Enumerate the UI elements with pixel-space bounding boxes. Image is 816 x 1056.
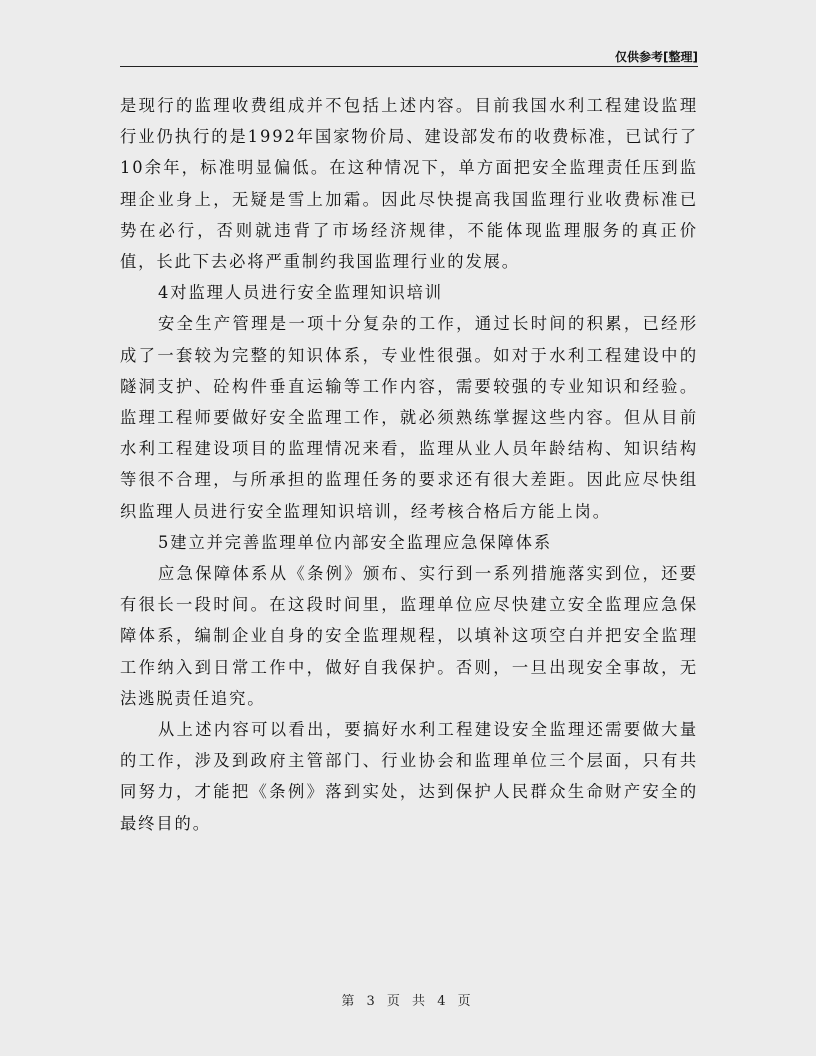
page-header — [120, 46, 698, 67]
paragraph-conclusion: 从上述内容可以看出，要搞好水利工程建设安全监理还需要做大量的工作，涉及到政府主管部门、行业协会和监理单位三个层面，只有共同努力，才能把《条例》落到实处，达到保护人民群众生命财产安全的最终目的。 — [120, 720, 698, 833]
page-footer — [0, 990, 816, 1009]
header-label: 仅供参考[整理] — [615, 50, 698, 64]
document-body — [120, 90, 698, 839]
page-number: 第 3 页 共 4 页 — [341, 994, 475, 1009]
paragraph-emergency-system: 应急保障体系从《条例》颁布、实行到一系列措施落实到位，还要有很长一段时间。在这段时间里，监理单位应尽快建立安全监理应急保障体系，编制企业自身的安全监理规程，以填补这项空白并把安全监理工作纳入到日常工作中，做好自我保护。否则，一旦出现安全事故，无法逃脱责任追究。 — [120, 564, 698, 708]
section-heading-4: 4对监理人员进行安全监理知识培训 — [158, 283, 443, 303]
paragraph-continuation: 是现行的监理收费组成并不包括上述内容。目前我国水利工程建设监理行业仍执行的是1992年国家物价局、建设部发布的收费标准，已试行了10余年，标准明显偏低。在这种情况下，单方面把安全监理责任压到监理企业身上，无疑是雪上加霜。因此尽快提高我国监理行业收费标准已势在必行，否则就违背了市场经济规律，不能体现监理服务的真正价值，长此下去必将严重制约我国监理行业的发展。 — [120, 96, 698, 272]
section-heading-5: 5建立并完善监理单位内部安全监理应急保障体系 — [158, 532, 553, 552]
paragraph-training: 安全生产管理是一项十分复杂的工作，通过长时间的积累，已经形成了一套较为完整的知识体系，专业性很强。如对于水利工程建设中的隧洞支护、砼构件垂直运输等工作内容，需要较强的专业知识和经验。监理工程师要做好安全监理工作，就必须熟练掌握这些内容。但从目前水利工程建设项目的监理情况来看，监理从业人员年龄结构、知识结构等很不合理，与所承担的监理任务的要求还有很大差距。因此应尽快组织监理人员进行安全监理知识培训，经考核合格后方能上岗。 — [120, 314, 698, 521]
